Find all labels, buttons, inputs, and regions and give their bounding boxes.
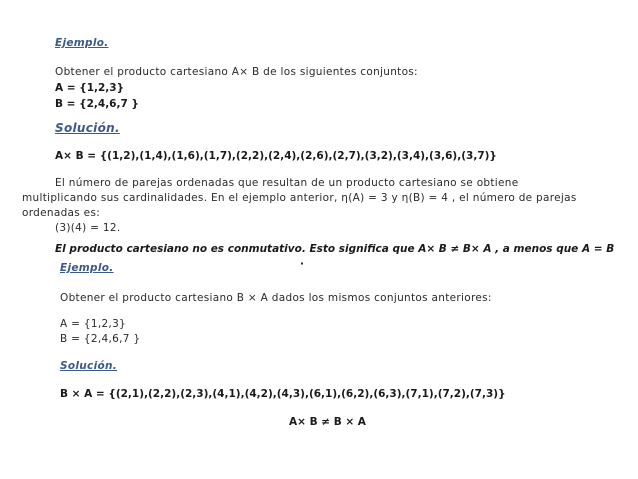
example-heading-2: Ejemplo. (60, 262, 114, 274)
result-1: A× B = {(1,2),(1,4),(1,6),(1,7),(2,2),(2,4),(2,6),(2,7),(3,2),(3,4),(3,6),(3,7)} (55, 150, 497, 162)
set-a-2: A = {1,2,3} (60, 318, 127, 330)
non-commutative-statement: El producto cartesiano no es conmutativo. Esto significa que A× B ≠ B× A , a menos que A = B (55, 243, 615, 255)
paragraph-line-1: El número de parejas ordenadas que resultan de un producto cartesiano se obtiene (55, 177, 519, 189)
solution-heading-1: Solución. (55, 121, 120, 135)
paragraph-line-2: multiplicando sus cardinalidades. En el ejemplo anterior, η(A) = 3 y η(B) = 4 , el número de parejas (22, 192, 577, 204)
instruction-1: Obtener el producto cartesiano A× B de los siguientes conjuntos: (55, 66, 418, 78)
paragraph-line-4: (3)(4) = 12. (55, 222, 121, 234)
conclusion: A× B ≠ B × A (289, 416, 366, 428)
solution-heading-2: Solución. (60, 360, 118, 372)
paragraph-line-3: ordenadas es: (22, 207, 101, 219)
set-a-1: A = {1,2,3} (55, 82, 125, 94)
example-heading-1: Ejemplo. (55, 37, 109, 49)
set-b-2: B = {2,4,6,7 } (60, 333, 141, 345)
set-b-1: B = {2,4,6,7 } (55, 98, 139, 110)
instruction-2: Obtener el producto cartesiano B × A dados los mismos conjuntos anteriores: (60, 292, 492, 304)
result-2: B × A = {(2,1),(2,2),(2,3),(4,1),(4,2),(4,3),(6,1),(6,2),(6,3),(7,1),(7,2),(7,3)} (60, 388, 506, 400)
statement-dot: · (300, 258, 304, 270)
